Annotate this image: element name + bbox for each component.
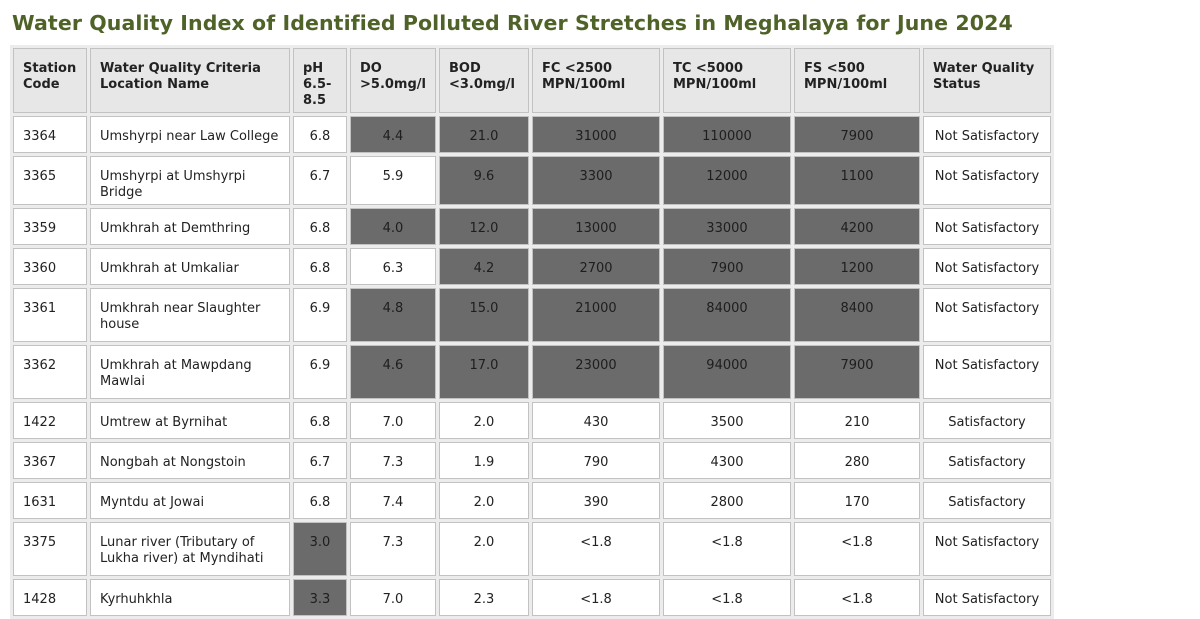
fc-cell: 13000 [532,208,660,245]
fc-cell: 31000 [532,116,660,153]
fs-cell: 4200 [794,208,920,245]
station-code-cell: 3362 [13,345,87,399]
do-cell: 7.3 [350,522,436,576]
status-cell: Not Satisfactory [923,288,1051,342]
do-cell: 7.0 [350,402,436,439]
status-cell: Satisfactory [923,442,1051,479]
do-cell: 6.3 [350,248,436,285]
bod-cell: 17.0 [439,345,529,399]
station-code-cell: 1428 [13,579,87,616]
station-code-cell: 3367 [13,442,87,479]
tc-cell: 4300 [663,442,791,479]
ph-cell: 6.7 [293,156,347,205]
station-code-cell: 3361 [13,288,87,342]
col-header-location: Water Quality Criteria Location Name [90,48,290,113]
ph-cell: 6.9 [293,288,347,342]
do-cell: 4.0 [350,208,436,245]
tc-cell: 2800 [663,482,791,519]
location-cell: Myntdu at Jowai [90,482,290,519]
location-cell: Nongbah at Nongstoin [90,442,290,479]
table-row [13,522,1051,576]
bod-cell: 21.0 [439,116,529,153]
location-cell: Kyrhuhkhla [90,579,290,616]
fs-cell: 210 [794,402,920,439]
page-title: Water Quality Index of Identified Polluted River Stretches in Meghalaya for June 2024 [12,11,1013,35]
fc-cell: 430 [532,402,660,439]
col-header-bod: BOD <3.0mg/l [439,48,529,113]
station-code-cell: 3364 [13,116,87,153]
fc-cell: 790 [532,442,660,479]
ph-cell: 3.3 [293,579,347,616]
fc-cell: 21000 [532,288,660,342]
location-cell: Umkhrah at Umkaliar [90,248,290,285]
fc-cell: 390 [532,482,660,519]
col-header-station-code: Station Code [13,48,87,113]
do-cell: 7.4 [350,482,436,519]
status-cell: Not Satisfactory [923,116,1051,153]
station-code-cell: 3375 [13,522,87,576]
station-code-cell: 3359 [13,208,87,245]
status-cell: Not Satisfactory [923,156,1051,205]
col-header-ph: pH 6.5-8.5 [293,48,347,113]
table-row [13,116,1051,153]
bod-cell: 2.0 [439,482,529,519]
tc-cell: 84000 [663,288,791,342]
bod-cell: 15.0 [439,288,529,342]
table-row [13,402,1051,439]
bod-cell: 2.0 [439,402,529,439]
table-row [13,208,1051,245]
bod-cell: 2.0 [439,522,529,576]
do-cell: 4.4 [350,116,436,153]
status-cell: Not Satisfactory [923,248,1051,285]
station-code-cell: 1631 [13,482,87,519]
fc-cell: 3300 [532,156,660,205]
status-cell: Not Satisfactory [923,579,1051,616]
ph-cell: 6.8 [293,208,347,245]
ph-cell: 6.8 [293,116,347,153]
ph-cell: 6.9 [293,345,347,399]
tc-cell: 110000 [663,116,791,153]
fs-cell: 170 [794,482,920,519]
table-row [13,442,1051,479]
location-cell: Umshyrpi at Umshyrpi Bridge [90,156,290,205]
ph-cell: 6.7 [293,442,347,479]
table-row [13,248,1051,285]
location-cell: Lunar river (Tributary of Lukha river) at Myndihati [90,522,290,576]
location-cell: Umkhrah near Slaughter house [90,288,290,342]
status-cell: Satisfactory [923,402,1051,439]
status-cell: Not Satisfactory [923,208,1051,245]
table-row [13,156,1051,205]
col-header-status: Water Quality Status [923,48,1051,113]
table-row [13,579,1051,616]
station-code-cell: 1422 [13,402,87,439]
table-row [13,288,1051,342]
location-cell: Umshyrpi near Law College [90,116,290,153]
station-code-cell: 3365 [13,156,87,205]
col-header-do: DO >5.0mg/l [350,48,436,113]
ph-cell: 6.8 [293,248,347,285]
table-row [13,482,1051,519]
water-quality-table [10,45,1054,619]
fs-cell: 7900 [794,116,920,153]
do-cell: 7.3 [350,442,436,479]
tc-cell: 94000 [663,345,791,399]
table-row [13,345,1051,399]
status-cell: Satisfactory [923,482,1051,519]
location-cell: Umkhrah at Demthring [90,208,290,245]
station-code-cell: 3360 [13,248,87,285]
tc-cell: 33000 [663,208,791,245]
tc-cell: 3500 [663,402,791,439]
bod-cell: 2.3 [439,579,529,616]
fs-cell: 7900 [794,345,920,399]
fc-cell: <1.8 [532,579,660,616]
col-header-fc: FC <2500 MPN/100ml [532,48,660,113]
table-body [13,116,1051,616]
tc-cell: <1.8 [663,579,791,616]
bod-cell: 12.0 [439,208,529,245]
bod-cell: 4.2 [439,248,529,285]
ph-cell: 6.8 [293,482,347,519]
status-cell: Not Satisfactory [923,345,1051,399]
fs-cell: <1.8 [794,522,920,576]
header-row [13,48,1051,113]
ph-cell: 6.8 [293,402,347,439]
tc-cell: 12000 [663,156,791,205]
fc-cell: 23000 [532,345,660,399]
col-header-tc: TC <5000 MPN/100ml [663,48,791,113]
bod-cell: 9.6 [439,156,529,205]
location-cell: Umtrew at Byrnihat [90,402,290,439]
fc-cell: 2700 [532,248,660,285]
do-cell: 4.8 [350,288,436,342]
tc-cell: <1.8 [663,522,791,576]
do-cell: 4.6 [350,345,436,399]
fs-cell: 1200 [794,248,920,285]
fs-cell: 280 [794,442,920,479]
do-cell: 5.9 [350,156,436,205]
fs-cell: <1.8 [794,579,920,616]
status-cell: Not Satisfactory [923,522,1051,576]
fc-cell: <1.8 [532,522,660,576]
do-cell: 7.0 [350,579,436,616]
tc-cell: 7900 [663,248,791,285]
location-cell: Umkhrah at Mawpdang Mawlai [90,345,290,399]
fs-cell: 8400 [794,288,920,342]
col-header-fs: FS <500 MPN/100ml [794,48,920,113]
ph-cell: 3.0 [293,522,347,576]
fs-cell: 1100 [794,156,920,205]
bod-cell: 1.9 [439,442,529,479]
